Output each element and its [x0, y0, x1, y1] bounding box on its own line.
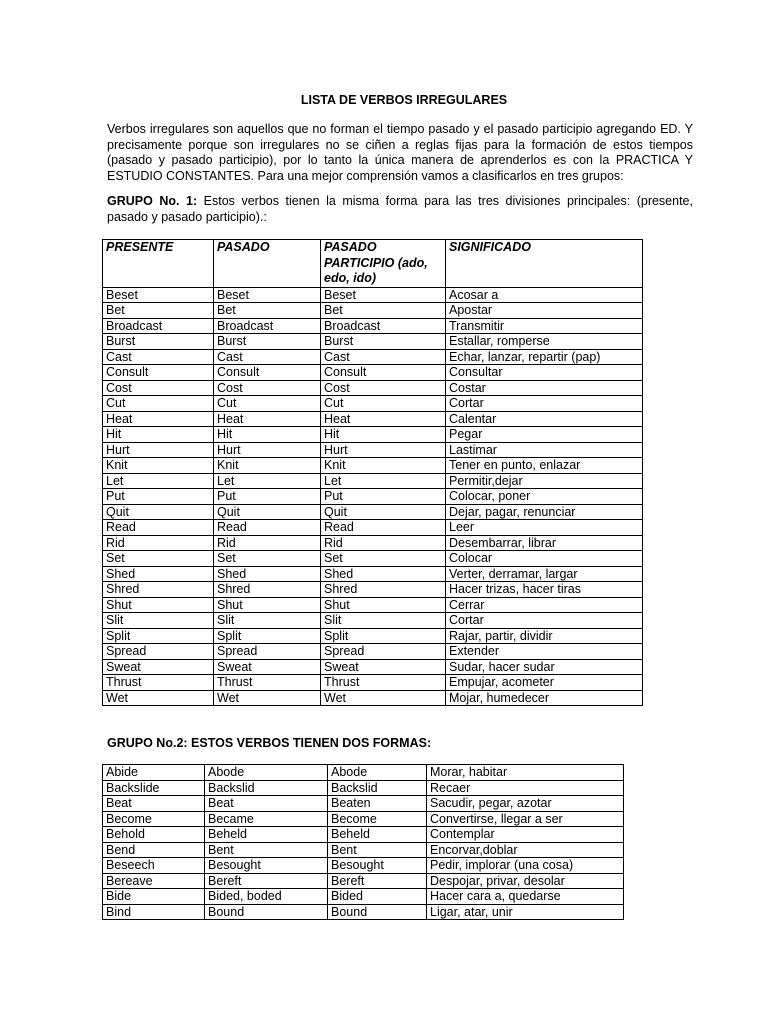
group1-header-row — [103, 240, 643, 288]
table-cell: Bent — [205, 842, 328, 858]
table-cell: Beset — [214, 287, 321, 303]
table-cell: Wet — [103, 690, 214, 706]
table-row — [103, 582, 643, 598]
table-cell: Estallar, romperse — [446, 334, 643, 350]
table-cell: Bound — [328, 904, 427, 920]
table-cell: Thrust — [321, 675, 446, 691]
table-cell: Shed — [103, 566, 214, 582]
table-cell: Bend — [103, 842, 205, 858]
table-cell: Convertirse, llegar a ser — [427, 811, 624, 827]
table-cell: Hacer cara a, quedarse — [427, 889, 624, 905]
table-cell: Hit — [214, 427, 321, 443]
table-cell: Pedir, implorar (una cosa) — [427, 858, 624, 874]
table-row — [103, 613, 643, 629]
table-cell: Backslid — [205, 780, 328, 796]
table-row — [103, 690, 643, 706]
group1-paragraph — [107, 194, 693, 225]
table-cell: Beset — [321, 287, 446, 303]
table-cell: Shut — [214, 597, 321, 613]
table-row — [103, 287, 643, 303]
table-cell: Despojar, privar, desolar — [427, 873, 624, 889]
table-cell: Bide — [103, 889, 205, 905]
table-cell: Bereft — [328, 873, 427, 889]
table-row — [103, 858, 624, 874]
table-cell: Put — [103, 489, 214, 505]
group1-table — [102, 239, 643, 706]
table-cell: Shut — [321, 597, 446, 613]
page-title: LISTA DE VERBOS IRREGULARES — [300, 93, 508, 107]
table-cell: Apostar — [446, 303, 643, 319]
table-row — [103, 796, 624, 812]
table-cell: Sudar, hacer sudar — [446, 659, 643, 675]
table-cell: Beheld — [205, 827, 328, 843]
table-cell: Cast — [103, 349, 214, 365]
table-row — [103, 504, 643, 520]
table-cell: Thrust — [103, 675, 214, 691]
table-cell: Hurt — [321, 442, 446, 458]
table-cell: Wet — [214, 690, 321, 706]
header-pasado-participio: PASADO PARTICIPIO (ado, edo, ido) — [321, 240, 446, 288]
table-cell: Spread — [103, 644, 214, 660]
table-cell: Cast — [321, 349, 446, 365]
table-row — [103, 334, 643, 350]
table-cell: Bet — [321, 303, 446, 319]
table-row — [103, 303, 643, 319]
table-cell: Behold — [103, 827, 205, 843]
table-cell: Verter, derramar, largar — [446, 566, 643, 582]
table-cell: Read — [321, 520, 446, 536]
table-cell: Echar, lanzar, repartir (pap) — [446, 349, 643, 365]
table-cell: Cerrar — [446, 597, 643, 613]
table-cell: Besought — [328, 858, 427, 874]
table-cell: Shed — [321, 566, 446, 582]
table-row — [103, 780, 624, 796]
table-cell: Became — [205, 811, 328, 827]
table-row — [103, 365, 643, 381]
table-row — [103, 442, 643, 458]
table-cell: Put — [214, 489, 321, 505]
table-cell: Leer — [446, 520, 643, 536]
table-cell: Rid — [103, 535, 214, 551]
table-cell: Consult — [214, 365, 321, 381]
table-cell: Sweat — [103, 659, 214, 675]
table-cell: Quit — [103, 504, 214, 520]
table-cell: Beat — [103, 796, 205, 812]
table-row — [103, 765, 624, 781]
table-cell: Burst — [321, 334, 446, 350]
table-cell: Bet — [103, 303, 214, 319]
table-row — [103, 827, 624, 843]
table-cell: Bereft — [205, 873, 328, 889]
table-cell: Sweat — [321, 659, 446, 675]
table-cell: Calentar — [446, 411, 643, 427]
table-cell: Beset — [103, 287, 214, 303]
table-cell: Split — [214, 628, 321, 644]
table-cell: Cut — [103, 396, 214, 412]
table-cell: Cortar — [446, 613, 643, 629]
table-cell: Lastimar — [446, 442, 643, 458]
table-cell: Shed — [214, 566, 321, 582]
table-cell: Cast — [214, 349, 321, 365]
table-cell: Bided — [328, 889, 427, 905]
table-cell: Abide — [103, 765, 205, 781]
table-cell: Wet — [321, 690, 446, 706]
table-cell: Broadcast — [321, 318, 446, 334]
group2-table — [102, 764, 624, 920]
table-cell: Besought — [205, 858, 328, 874]
table-row — [103, 380, 643, 396]
table-cell: Morar, habitar — [427, 765, 624, 781]
table-cell: Shred — [214, 582, 321, 598]
table-cell: Hacer trizas, hacer tiras — [446, 582, 643, 598]
table-cell: Slit — [321, 613, 446, 629]
table-cell: Consult — [103, 365, 214, 381]
table-cell: Beseech — [103, 858, 205, 874]
table-row — [103, 811, 624, 827]
table-row — [103, 318, 643, 334]
table-cell: Split — [103, 628, 214, 644]
table-cell: Cortar — [446, 396, 643, 412]
table-cell: Broadcast — [103, 318, 214, 334]
table-cell: Read — [214, 520, 321, 536]
table-cell: Slit — [103, 613, 214, 629]
header-pasado: PASADO — [214, 240, 321, 288]
table-row — [103, 535, 643, 551]
table-cell: Become — [328, 811, 427, 827]
table-cell: Burst — [214, 334, 321, 350]
table-cell: Let — [103, 473, 214, 489]
table-cell: Rajar, partir, dividir — [446, 628, 643, 644]
table-cell: Quit — [321, 504, 446, 520]
table-cell: Split — [321, 628, 446, 644]
table-cell: Become — [103, 811, 205, 827]
table-row — [103, 349, 643, 365]
table-cell: Backslid — [328, 780, 427, 796]
table-cell: Shred — [103, 582, 214, 598]
table-cell: Pegar — [446, 427, 643, 443]
table-cell: Beheld — [328, 827, 427, 843]
table-cell: Abode — [328, 765, 427, 781]
table-cell: Colocar, poner — [446, 489, 643, 505]
table-cell: Bound — [205, 904, 328, 920]
table-cell: Hit — [103, 427, 214, 443]
table-cell: Dejar, pagar, renunciar — [446, 504, 643, 520]
table-cell: Set — [103, 551, 214, 567]
table-cell: Bent — [328, 842, 427, 858]
table-cell: Cut — [321, 396, 446, 412]
table-cell: Extender — [446, 644, 643, 660]
table-cell: Permitir,dejar — [446, 473, 643, 489]
table-cell: Knit — [103, 458, 214, 474]
table-cell: Quit — [214, 504, 321, 520]
table-cell: Spread — [214, 644, 321, 660]
table-cell: Set — [321, 551, 446, 567]
table-cell: Broadcast — [214, 318, 321, 334]
table-cell: Knit — [214, 458, 321, 474]
table-cell: Backslide — [103, 780, 205, 796]
table-row — [103, 489, 643, 505]
group2-heading: GRUPO No.2: ESTOS VERBOS TIENEN DOS FORMAS: — [107, 736, 432, 750]
table-cell: Read — [103, 520, 214, 536]
table-cell: Bereave — [103, 873, 205, 889]
table-cell: Empujar, acometer — [446, 675, 643, 691]
table-cell: Consult — [321, 365, 446, 381]
table-cell: Shut — [103, 597, 214, 613]
table-cell: Bided, boded — [205, 889, 328, 905]
table-cell: Sweat — [214, 659, 321, 675]
table-cell: Slit — [214, 613, 321, 629]
group1-text: Estos verbos tienen la misma forma para las tres divisiones principales: (presente, pasado y pasado participio).: — [107, 194, 693, 224]
table-row — [103, 675, 643, 691]
table-cell: Beaten — [328, 796, 427, 812]
table-row — [103, 411, 643, 427]
table-cell: Let — [214, 473, 321, 489]
table-row — [103, 873, 624, 889]
table-cell: Hurt — [103, 442, 214, 458]
table-cell: Let — [321, 473, 446, 489]
table-row — [103, 842, 624, 858]
table-cell: Heat — [214, 411, 321, 427]
table-cell: Heat — [321, 411, 446, 427]
table-row — [103, 889, 624, 905]
group1-label: GRUPO No. 1: — [107, 194, 198, 208]
table-row — [103, 659, 643, 675]
table-cell: Set — [214, 551, 321, 567]
table-cell: Thrust — [214, 675, 321, 691]
table-row — [103, 427, 643, 443]
table-row — [103, 396, 643, 412]
table-cell: Heat — [103, 411, 214, 427]
table-cell: Beat — [205, 796, 328, 812]
table-row — [103, 458, 643, 474]
table-cell: Costar — [446, 380, 643, 396]
table-cell: Consultar — [446, 365, 643, 381]
table-cell: Transmitir — [446, 318, 643, 334]
table-cell: Bet — [214, 303, 321, 319]
table-cell: Cost — [103, 380, 214, 396]
table-cell: Cut — [214, 396, 321, 412]
table-row — [103, 597, 643, 613]
header-significado: SIGNIFICADO — [446, 240, 643, 288]
table-row — [103, 473, 643, 489]
table-cell: Contemplar — [427, 827, 624, 843]
table-cell: Knit — [321, 458, 446, 474]
table-cell: Hit — [321, 427, 446, 443]
table-row — [103, 628, 643, 644]
table-cell: Recaer — [427, 780, 624, 796]
intro-paragraph: Verbos irregulares son aquellos que no forman el tiempo pasado y el pasado participio agregando ED. Y precisamente porque son irregulares no se ciñen a reglas fijas para la formación de estos tiempos (pasado y pasado participio), por lo tanto la única manera de aprenderlos es con la PRACTICA Y ESTUDIO CONSTANTES. Para una mejor comprensión vamos a clasificarlos en tres grupos: — [107, 122, 693, 183]
table-cell: Shred — [321, 582, 446, 598]
table-cell: Bind — [103, 904, 205, 920]
table-cell: Hurt — [214, 442, 321, 458]
table-row — [103, 551, 643, 567]
table-cell: Mojar, humedecer — [446, 690, 643, 706]
table-cell: Rid — [214, 535, 321, 551]
table-row — [103, 644, 643, 660]
table-cell: Tener en punto, enlazar — [446, 458, 643, 474]
table-cell: Abode — [205, 765, 328, 781]
table-cell: Cost — [321, 380, 446, 396]
header-presente: PRESENTE — [103, 240, 214, 288]
table-cell: Cost — [214, 380, 321, 396]
table-cell: Desembarrar, librar — [446, 535, 643, 551]
table-row — [103, 904, 624, 920]
table-cell: Put — [321, 489, 446, 505]
table-cell: Colocar — [446, 551, 643, 567]
table-cell: Sacudir, pegar, azotar — [427, 796, 624, 812]
table-cell: Ligar, atar, unir — [427, 904, 624, 920]
table-cell: Spread — [321, 644, 446, 660]
table-cell: Burst — [103, 334, 214, 350]
table-cell: Rid — [321, 535, 446, 551]
table-cell: Acosar a — [446, 287, 643, 303]
table-row — [103, 520, 643, 536]
table-row — [103, 566, 643, 582]
table-cell: Encorvar,doblar — [427, 842, 624, 858]
